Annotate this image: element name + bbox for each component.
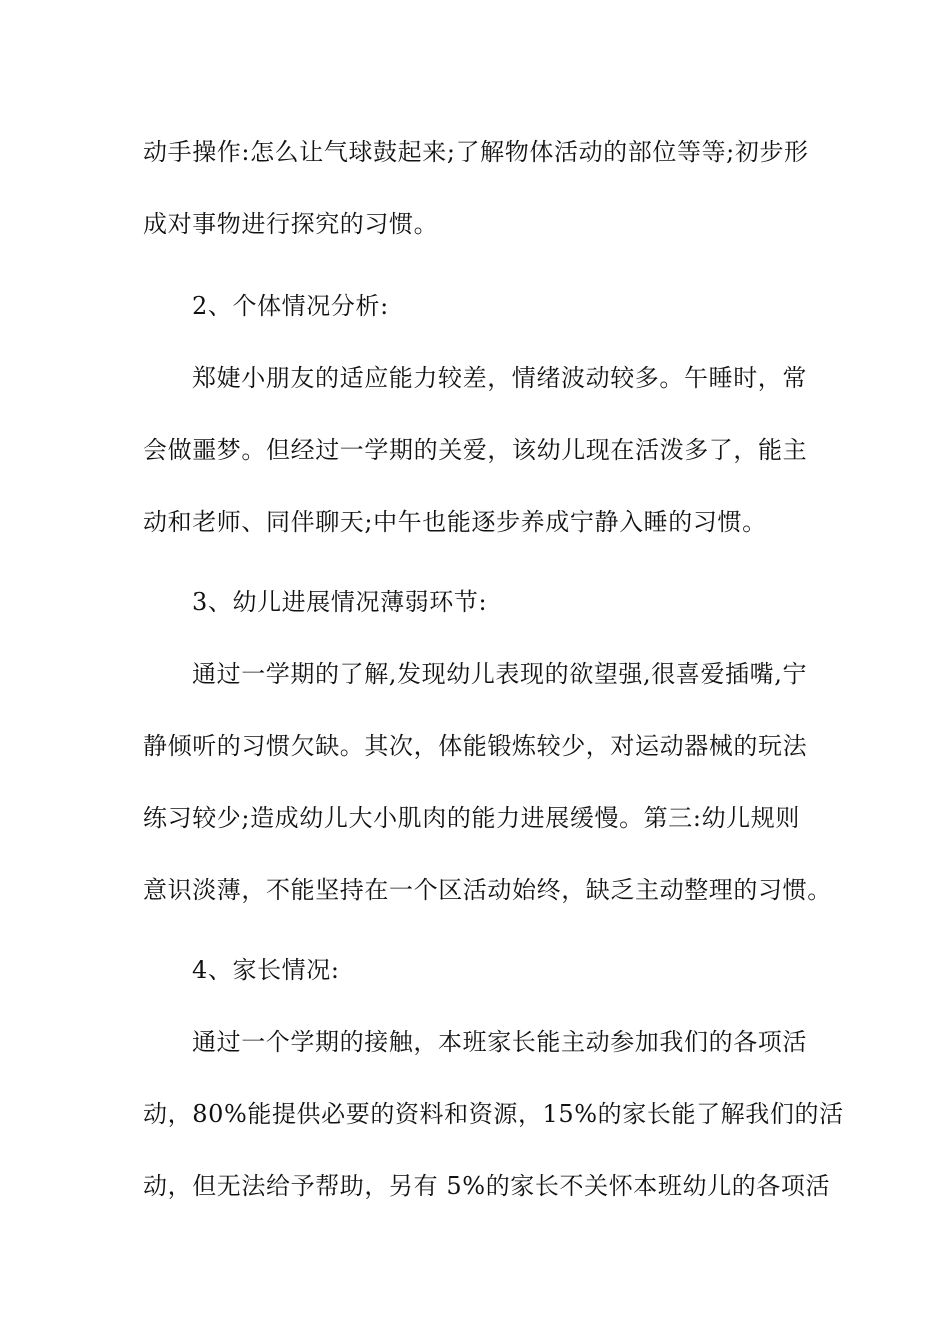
section-heading-weakness: 3、幼儿进展情况薄弱环节: xyxy=(192,588,488,616)
text-line-11: 意识淡薄，不能坚持在一个区活动始终，缺乏主动整理的习惯。 xyxy=(143,876,832,904)
text-line-2: 成对事物进行探究的习惯。 xyxy=(143,210,439,238)
text-line-15: 动，但无法给予帮助，另有 5%的家长不关怀本班幼儿的各项活 xyxy=(143,1172,831,1200)
text-line-4: 郑婕小朋友的适应能力较差，情绪波动较多。午睡时，常 xyxy=(192,364,807,392)
section-heading-parents: 4、家长情况: xyxy=(192,956,340,984)
text-line-1: 动手操作:怎么让气球鼓起来;了解物体活动的部位等等;初步形 xyxy=(143,138,809,166)
text-line-5: 会做噩梦。但经过一学期的关爱，该幼儿现在活泼多了，能主 xyxy=(143,436,808,464)
text-line-14: 动，80%能提供必要的资料和资源，15%的家长能了解我们的活 xyxy=(143,1100,844,1128)
text-line-8: 通过一学期的了解,发现幼儿表现的欲望强,很喜爱插嘴,宁 xyxy=(192,660,808,688)
section-heading-individual: 2、个体情况分析: xyxy=(192,292,389,320)
text-line-13: 通过一个学期的接触，本班家长能主动参加我们的各项活 xyxy=(192,1028,807,1056)
text-line-6: 动和老师、同伴聊天;中午也能逐步养成宁静入睡的习惯。 xyxy=(143,508,767,536)
text-line-10: 练习较少;造成幼儿大小肌肉的能力进展缓慢。第三:幼儿规则 xyxy=(143,804,800,832)
text-line-9: 静倾听的习惯欠缺。其次，体能锻炼较少，对运动器械的玩法 xyxy=(143,732,808,760)
